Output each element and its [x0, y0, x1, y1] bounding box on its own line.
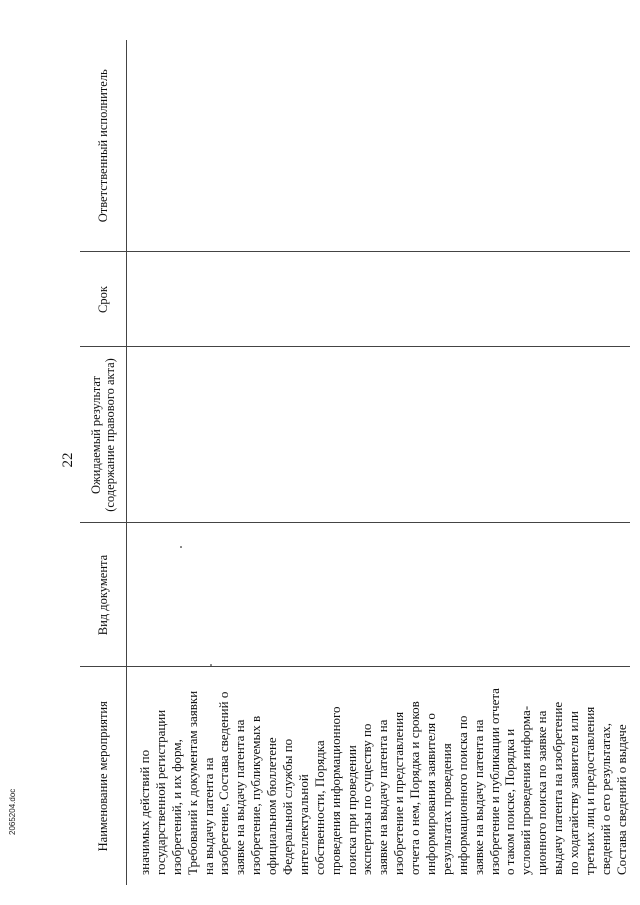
- text-line: третьих лиц и предоставления: [581, 706, 597, 875]
- text-line: изобретение, публикуемых в: [248, 715, 264, 875]
- text-line: официальном бюллетене: [264, 737, 280, 875]
- text-line: информационного поиска по: [454, 715, 470, 875]
- table-header-row: [80, 40, 127, 885]
- text-line: изобретений, и их форм,: [168, 739, 184, 875]
- header-document-type: Вид документа: [80, 523, 127, 667]
- text-line: значимых действий по: [137, 749, 152, 875]
- text-line: проведения информационного: [327, 706, 343, 875]
- text-line: Состава сведений о выдаче: [613, 724, 629, 875]
- plan-table: [80, 40, 630, 885]
- text-line: отчета о нем, Порядка и сроков: [407, 701, 423, 875]
- text-line: изобретение и представления: [391, 711, 407, 875]
- page-number: 22: [60, 452, 76, 468]
- event-text: [127, 668, 630, 886]
- text-line: изобретение, Состава сведений о: [216, 691, 232, 875]
- cell-expected-result: [127, 347, 630, 523]
- text-line: интеллектуальной: [295, 774, 311, 875]
- text-line: Федеральной службы по: [280, 738, 296, 875]
- header-responsible: Ответственный исполнитель: [80, 40, 127, 252]
- header-event-name: Наименование мероприятия: [95, 701, 110, 852]
- header-deadline: Срок: [80, 252, 127, 347]
- text-line: сведений о его результатах,: [597, 723, 613, 875]
- rotated-content: [60, 40, 629, 885]
- text-line: заявке на выдачу патента на: [232, 719, 248, 875]
- text-line: заявке на выдачу патента на: [375, 719, 391, 875]
- text-line: ционного поиска по заявке на: [534, 710, 550, 875]
- table-row: [127, 40, 630, 885]
- footer-filename: 2065204.doc: [8, 788, 17, 835]
- text-line: о таком поиске, Порядка и: [502, 728, 518, 875]
- text-line: заявке на выдачу патента на: [470, 719, 486, 875]
- text-line: по ходатайству заявителя или: [566, 711, 582, 875]
- cell-document-type: [127, 523, 630, 667]
- text-line: государственной регистрации: [152, 709, 168, 875]
- cell-deadline: [127, 252, 630, 347]
- text-line: информирования заявителя о: [423, 713, 439, 875]
- text-line: поиска при проведении: [343, 745, 359, 875]
- cell-event-name: [127, 667, 630, 885]
- header-expected-result: Ожидаемый результат (содержание правового акта): [80, 347, 127, 523]
- text-line: Требований к документам заявки: [184, 690, 200, 875]
- text-line: на выдачу патента на: [200, 757, 216, 875]
- text-line: собственности, Порядка: [311, 740, 327, 875]
- cell-responsible: [127, 40, 630, 252]
- text-line: условий проведения информа-: [518, 705, 534, 875]
- text-line: экспертизы по существу по: [359, 723, 375, 875]
- text-line: изобретение и публикации отчета: [486, 688, 502, 875]
- text-line: выдачу патента на изобретение: [550, 701, 566, 875]
- text-line: результатах проведения: [438, 743, 454, 875]
